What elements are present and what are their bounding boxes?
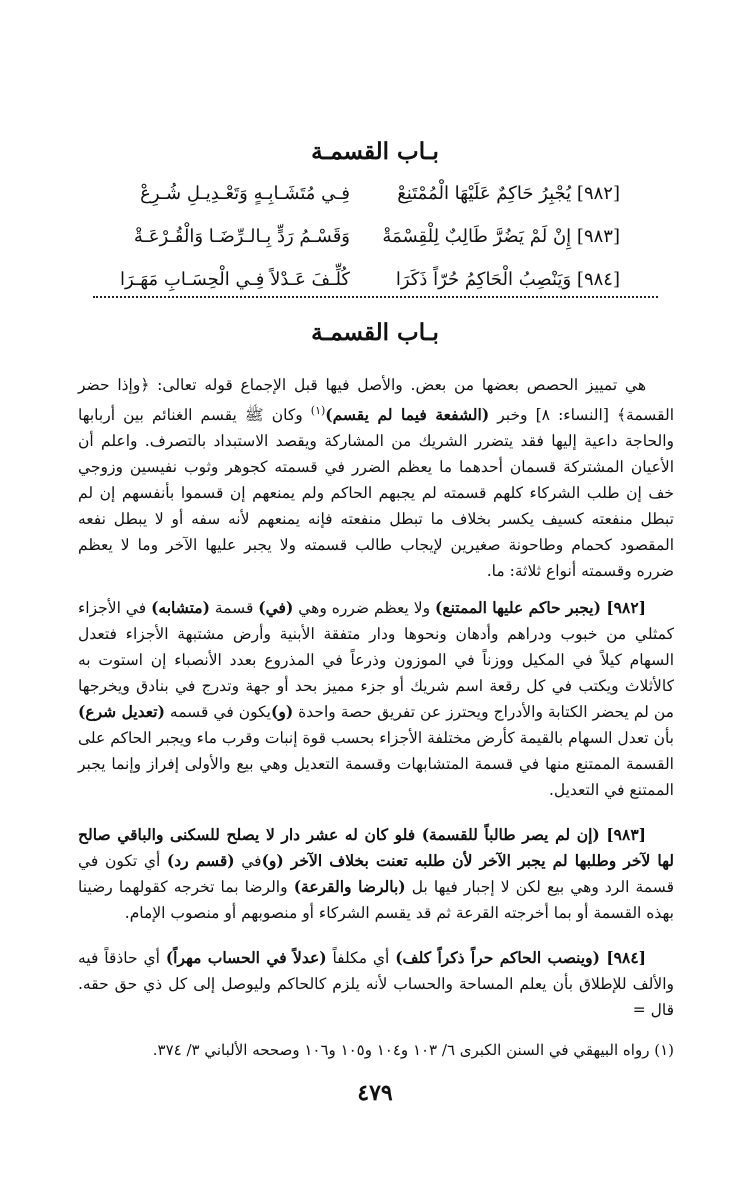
poem-verses [120, 172, 620, 301]
commentary-paragraph-982: [٩٨٢] (يجبر حاكم عليها الممتنع) ولا يعظم ضرره وهي (في) قسمة (متشابه) في الأجزاء كمثلي من خبوب ودراهم وأدهان ونحوها ودار متفقة الأبنية وأرض مشتبهة الأجزاء فتعدل السهام كيلاً في المكيل ووزناً في الموزون وذرعاً في المذروع بعدد الأنصباء إن استوت به كالأثلاث ويكتب في كل رقعة اسم شريك أو جزء مميز بحد أو جهة وتدرج في بنادق ويخرجها من لم يحضر الكتابة والأدراج ويحترز عن تفريق حصة واحدة (و)يكون في قسمه (تعديل شرع) بأن تعدل السهام بالقيمة كأرض مختلفة الأجزاء بحسب قوة إنبات وقرب ماء ويجبر الحاكم على القسمة الممتنع منها في قسمة المتشابهات وقسمة التعديل وهي بيع والأولى إفراز وإنما يجبر الممتنع في التعديل. [78, 598, 674, 799]
verse-first-hemistich: [٩٨٣] إِنْ لَمْ يَضُرَّ طَالِبٌ لِلْقِسْمَةْ [382, 226, 620, 247]
verse-first-hemistich: [٩٨٢] يُجْبِرُ حَاكِمٌ عَلَيْهَا الْمُمْتَنِعْ [397, 183, 620, 204]
page-number: ٤٧٩ [357, 1080, 393, 1106]
commentary-title: بـاب القسمـة [311, 319, 439, 346]
verse-984 [120, 258, 620, 301]
verse-second-hemistich: كُلِّـفَ عَـدْلاً فِـي الْحِسَـابِ مَهَـرَا [120, 269, 350, 290]
footnote: (١) رواه البيهقي في السنن الكبرى ٦/ ١٠٣ و١٠٤ و١٠٥ و١٠٦ وصححه الألباني ٣/ ٣٧٤. [152, 1041, 674, 1059]
commentary-paragraph-984: [٩٨٤] (وينصب الحاكم حراً ذكراً كلف) أي مكلفاً (عدلاً في الحساب مهراً) أي حاذقاً فيه والألف للإطلاق بأن يعلم المساحة والحساب لأنه يلزم كالحاكم وليوصل إلى كل ذي حق حقه. قال = [78, 948, 674, 1019]
verse-983 [125, 215, 620, 258]
chapter-title: بـاب القسمـة [311, 138, 439, 165]
verse-982 [125, 172, 620, 215]
verse-second-hemistich: فِـي مُتَشَـابِـهٍ وَتَعْـدِيـلِ شُـرِعْ [140, 183, 350, 204]
verse-first-hemistich: [٩٨٤] وَيَنْصِبُ الْحَاكِمُ حُرّاً ذَكَرَا [395, 269, 620, 290]
dotted-divider [93, 296, 658, 298]
verse-second-hemistich: وَقَسْـمُ رَدٍّ بِـالـرِّضَـا وَالْقُـرْعَـةْ [133, 226, 350, 247]
footnote-marker: (١) [310, 404, 326, 417]
commentary-paragraph-983: [٩٨٣] (إن لم يصر طالباً للقسمة) فلو كان له عشر دار لا يصلح للسكنى والباقي صالح لها لآخر وطلبها لم يجبر الآخر لأن طلبه تعنت بخلاف الآخر (و)في (قسم رد) أي تكون في قسمة الرد وهي بيع لكن لا إجبار فيها بل (بالرضا والقرعة) والرضا بما تخرجه كقولهما رضينا بهذه القسمة أو بما أخرجته القرعة ثم قد يقسم الشركاء أو منصوبهم أو منصوب الإمام. [78, 825, 674, 922]
intro-paragraph: هي تمييز الحصص بعضها من بعض. والأصل فيها قبل الإجماع قوله تعالى: ﴿وإذا حضر القسمة﴾ [النساء: ٨] وخبر (الشفعة فيما لم يقسم)$^{(١)}$ وكان ﷺ يقسم الغنائم بين أربابها والحاجة داعية إليها فقد يتضرر الشريك من المشاركة ويقصد الاستبداد بالتصرف. واعلم أن الأعيان المشتركة قسمان أحدهما ما يعظم الضرر في قسمته كجوهر وثوب نفيسين وزوجي خف إن طلب الشركاء كلهم قسمته لم يجبهم الحاكم ولم يمنعهم إن قسموا بأنفسهم إن لم تبطل منفعته كسيف يكسر بخلاف ما تبطل منفعته فإنه يمنعهم لأنه سفه أو لا يبطل نفعه المقصود كحمام وطاحونة صغيرين لإيجاب طالب قسمته ولا يجبر عليها الآخر وما لا يعظم ضرره وقسمته أنواع ثلاثة: ما. [78, 376, 675, 581]
